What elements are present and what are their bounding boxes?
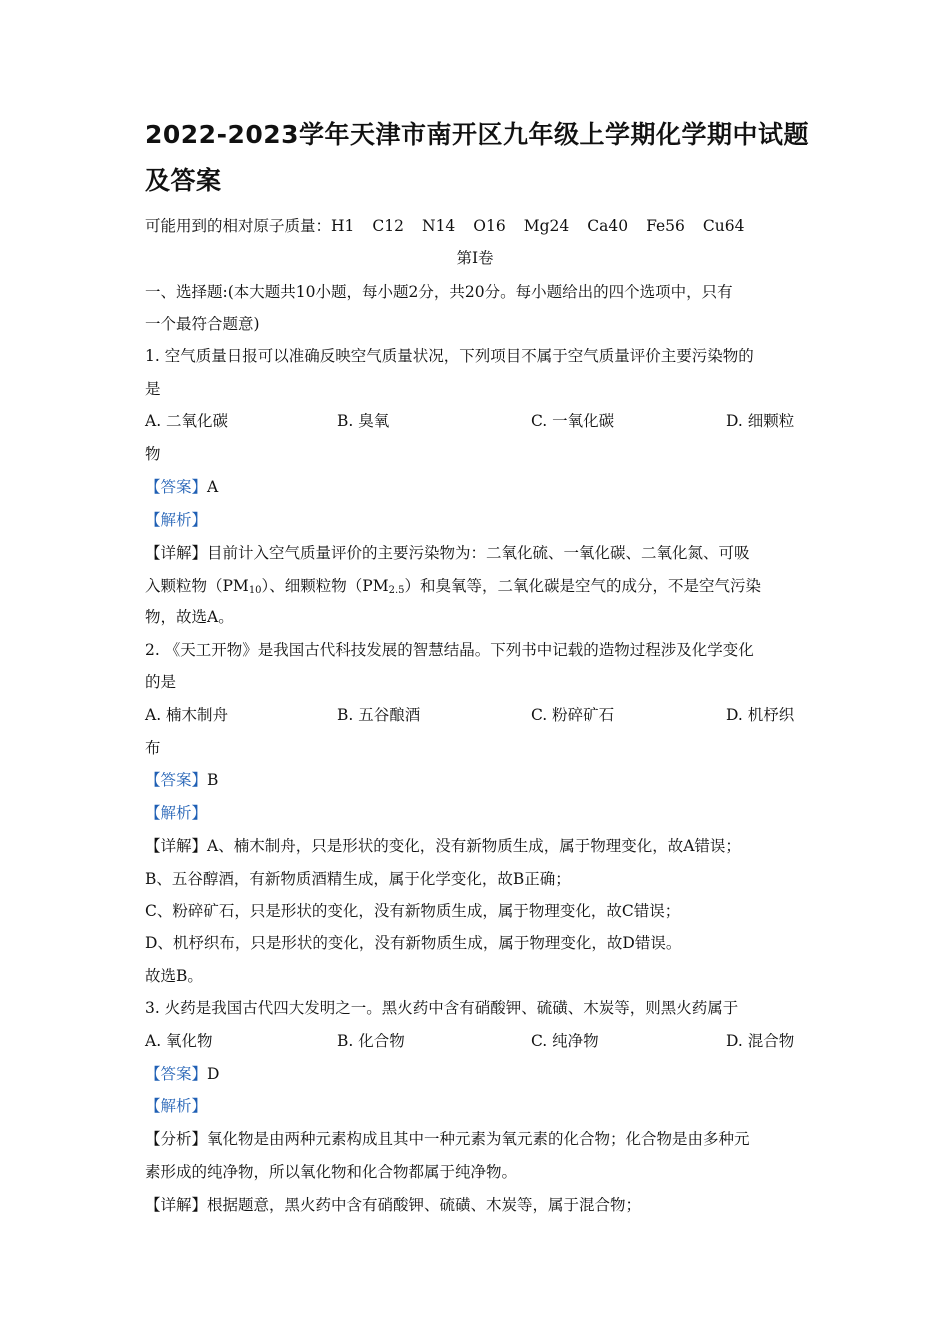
q2-answer-line	[145, 769, 218, 791]
q1-detail-text2b: ）、细颗粒物（PM	[261, 577, 389, 595]
q2-stem-line2: 的是	[145, 673, 177, 691]
atomic-mass-item: N14	[422, 217, 456, 235]
q3-answer: D	[207, 1065, 220, 1083]
q3-fenxi-line2: 素形成的纯净物，所以氧化物和化合物都属于纯净物。	[145, 1163, 518, 1181]
section-heading-line1: 一、选择题:(本大题共10小题，每小题2分，共20分。每小题给出的四个选项中，只有	[145, 283, 733, 301]
q3-fenxi-text1: 氧化物是由两种元素构成且其中一种元素为氧元素的化合物；化合物是由多种元	[207, 1130, 750, 1148]
detail-label: 【详解】	[145, 1196, 208, 1214]
q1-detail-line2	[145, 575, 761, 602]
q1-detail-text2c: ）和臭氧等，二氧化碳是空气的成分，不是空气污染	[404, 577, 762, 595]
section-heading-line2: 一个最符合题意)	[145, 315, 260, 333]
q3-detail-text1: 根据题意，黑火药中含有硝酸钾、硫磺、木炭等，属于混合物；	[207, 1196, 642, 1214]
q2-option-b: B. 五谷酿酒	[337, 706, 421, 724]
q3-analysis-label: 【解析】	[145, 1097, 208, 1115]
q2-detail-line5: 故选B。	[145, 967, 203, 985]
q3-option-b: B. 化合物	[337, 1032, 405, 1050]
atomic-mass-label: 可能用到的相对原子质量：	[145, 217, 332, 235]
q3-fenxi-line1	[145, 1128, 750, 1150]
q2-detail-line2: B、五谷醇酒，有新物质酒精生成，属于化学变化，故B正确；	[145, 870, 571, 888]
q2-answer: B	[207, 771, 219, 789]
pm10-subscript: 10	[248, 585, 262, 596]
atomic-mass-item: Ca40	[587, 217, 629, 235]
atomic-mass-item: Fe56	[646, 217, 685, 235]
q1-stem-line1: 1. 空气质量日报可以准确反映空气质量状况，下列项目不属于空气质量评价主要污染物的	[145, 347, 754, 365]
q1-option-b: B. 臭氧	[337, 412, 390, 430]
q3-option-c: C. 纯净物	[531, 1032, 599, 1050]
atomic-mass-item: O16	[473, 217, 506, 235]
q2-option-wrap: 布	[145, 739, 161, 757]
answer-label: 【答案】	[145, 478, 208, 496]
atomic-mass-item: C12	[372, 217, 404, 235]
atomic-mass-item: Mg24	[523, 217, 570, 235]
atomic-mass-item: Cu64	[702, 217, 745, 235]
q1-option-c: C. 一氧化碳	[531, 412, 615, 430]
q3-answer-line	[145, 1063, 219, 1085]
answer-label: 【答案】	[145, 1065, 208, 1083]
q2-option-c: C. 粉碎矿石	[531, 706, 615, 724]
q1-detail-text2a: 入颗粒物（PM	[145, 577, 249, 595]
q1-detail-line1	[145, 542, 750, 564]
q1-answer: A	[207, 478, 219, 496]
pm25-subscript: 2.5	[388, 585, 405, 596]
detail-label: 【详解】	[145, 837, 208, 855]
fenxi-label: 【分析】	[145, 1130, 208, 1148]
q1-option-d: D. 细颗粒	[726, 412, 795, 430]
q1-stem-line2: 是	[145, 380, 161, 398]
q3-stem-line1: 3. 火药是我国古代四大发明之一。黑火药中含有硝酸钾、硫磺、木炭等，则黑火药属于	[145, 999, 739, 1017]
volume-title: 第I卷	[456, 249, 494, 267]
q1-option-a: A. 二氧化碳	[145, 412, 229, 430]
q2-detail-text1: A、楠木制舟，只是形状的变化，没有新物质生成，属于物理变化，故A错误；	[207, 837, 741, 855]
q2-detail-line4: D、机杼织布，只是形状的变化，没有新物质生成，属于物理变化，故D错误。	[145, 934, 682, 952]
answer-label: 【答案】	[145, 771, 208, 789]
q2-option-d: D. 机杼织	[726, 706, 795, 724]
q2-analysis-label: 【解析】	[145, 804, 208, 822]
q2-detail-line3: C、粉碎矿石，只是形状的变化，没有新物质生成，属于物理变化，故C错误；	[145, 902, 681, 920]
detail-label: 【详解】	[145, 544, 208, 562]
atomic-mass-line	[145, 215, 744, 237]
atomic-mass-item: H1	[331, 217, 355, 235]
document-title: 2022-2023学年天津市南开区九年级上学期化学期中试题及答案	[145, 120, 810, 195]
q1-analysis-label: 【解析】	[145, 511, 208, 529]
q2-stem-line1: 2. 《天工开物》是我国古代科技发展的智慧结晶。下列书中记载的造物过程涉及化学变化	[145, 641, 754, 659]
q1-option-wrap: 物	[145, 445, 161, 463]
q2-option-a: A. 楠木制舟	[145, 706, 229, 724]
q1-answer-line	[145, 476, 218, 498]
q2-detail-line1	[145, 835, 741, 857]
q1-detail-line3: 物，故选A。	[145, 608, 234, 626]
q1-detail-text1: 目前计入空气质量评价的主要污染物为：二氧化硫、一氧化碳、二氧化氮、可吸	[207, 544, 750, 562]
q3-option-d: D. 混合物	[726, 1032, 795, 1050]
q3-option-a: A. 氧化物	[145, 1032, 213, 1050]
q3-detail-line1	[145, 1194, 641, 1216]
